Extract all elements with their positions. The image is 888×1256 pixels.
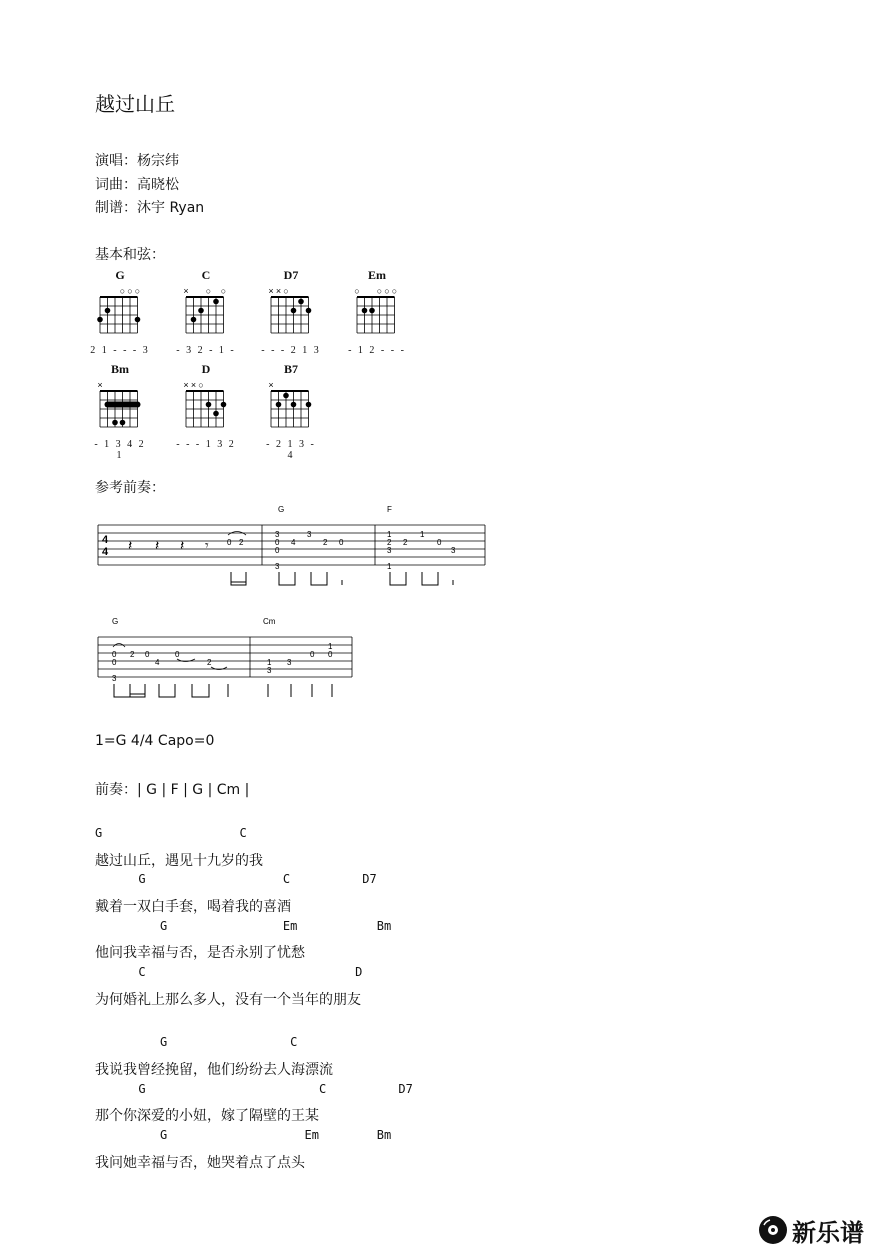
music-disc-icon <box>758 1215 788 1245</box>
tab-chord-label: F <box>387 505 392 514</box>
svg-text:×: × <box>268 380 274 390</box>
svg-text:3: 3 <box>275 562 280 571</box>
svg-text:3: 3 <box>307 530 312 539</box>
svg-text:1: 1 <box>387 562 392 571</box>
xinyuepu-logo[interactable] <box>758 1212 878 1248</box>
svg-text:○: ○ <box>391 286 398 296</box>
chord-name: Bm <box>111 362 129 376</box>
chord-fingering: - - - 2 1 3 <box>261 345 321 356</box>
svg-text:0: 0 <box>328 650 333 659</box>
lyric-line: 那个你深爱的小妞，嫁了隔壁的王某 <box>95 1108 319 1124</box>
svg-text:0: 0 <box>310 650 315 659</box>
svg-text:○: ○ <box>376 286 383 296</box>
svg-text:3: 3 <box>387 546 392 555</box>
svg-text:1: 1 <box>267 658 272 667</box>
chord-name: C <box>201 268 211 282</box>
svg-text:1: 1 <box>420 530 425 539</box>
chord-grid <box>176 377 236 435</box>
svg-text:×: × <box>97 380 103 390</box>
svg-text:4: 4 <box>155 658 160 667</box>
chord-name: D7 <box>283 268 299 282</box>
chord-fingering: - 1 2 - - - <box>348 345 406 356</box>
svg-text:0: 0 <box>339 538 344 547</box>
chord-fingering: 2 1 - - - 3 <box>90 345 150 356</box>
rhythm-stems <box>231 572 453 585</box>
svg-text:2: 2 <box>207 658 212 667</box>
lyric-line: 我问她幸福与否，她哭着点了点头 <box>95 1155 305 1171</box>
svg-text:𝄽: 𝄽 <box>128 537 133 553</box>
svg-text:1: 1 <box>387 530 392 539</box>
chord-fingering: - 3 2 - 1 - <box>176 345 236 356</box>
chord-grid <box>90 377 150 435</box>
lyric-line: 为何婚礼上那么多人，没有一个当年的朋友 <box>95 992 361 1008</box>
chord-name: D <box>201 362 211 376</box>
credit-singer: 演唱：杨宗纬 <box>95 153 179 169</box>
chord-name: Em <box>368 268 386 282</box>
chord-line: G C D7 <box>95 872 377 886</box>
svg-text:○: ○ <box>127 286 133 296</box>
svg-text:2: 2 <box>130 650 135 659</box>
credit-transcriber: 制谱：沐宇 Ryan <box>95 200 205 216</box>
intro-reference-label: 参考前奏： <box>95 480 165 496</box>
svg-text:○: ○ <box>205 286 212 296</box>
chord-line: G Em Bm <box>95 919 392 933</box>
lyric-line: 越过山丘，遇见十九岁的我 <box>95 853 263 869</box>
svg-text:0: 0 <box>175 650 180 659</box>
chord-fingering: - - - 1 3 2 <box>176 439 236 450</box>
chord-diagram-c <box>176 268 236 356</box>
time-signature-top: 4 <box>102 534 109 546</box>
svg-text:3: 3 <box>112 674 117 683</box>
svg-text:4: 4 <box>291 538 296 547</box>
svg-text:○: ○ <box>134 286 141 296</box>
lyric-line: 我说我曾经挽留，他们纷纷去人海漂流 <box>95 1062 333 1078</box>
chord-diagram-d <box>176 362 236 450</box>
chord-line: G Em Bm <box>95 1128 392 1142</box>
svg-text:1: 1 <box>328 642 333 651</box>
tab-chord-label: G <box>278 505 285 514</box>
chord-line: C D <box>95 965 363 979</box>
svg-text:𝄽: 𝄽 <box>180 537 185 553</box>
chord-fingering: - 2 1 3 - 4 <box>266 439 316 461</box>
chord-grid <box>261 283 321 341</box>
svg-text:𝄾: 𝄾 <box>205 537 209 553</box>
tab-staff-row-2 <box>95 612 360 707</box>
svg-text:2: 2 <box>323 538 328 547</box>
song-title: 越过山丘 <box>95 92 175 116</box>
svg-text:0: 0 <box>112 650 117 659</box>
chord-fingering: - 1 3 4 2 1 <box>94 439 146 461</box>
svg-text:0: 0 <box>275 546 280 555</box>
svg-text:○: ○ <box>354 286 360 296</box>
svg-text:○: ○ <box>220 286 227 296</box>
svg-text:2: 2 <box>239 538 244 547</box>
svg-text:○: ○ <box>283 286 289 296</box>
tab-staff-row-1 <box>95 500 495 595</box>
credit-composer: 词曲：高晓松 <box>95 177 179 193</box>
svg-text:3: 3 <box>267 666 272 675</box>
chord-grid <box>347 283 407 341</box>
svg-text:○: ○ <box>384 286 390 296</box>
svg-text:○: ○ <box>198 380 204 390</box>
chord-diagram-d7 <box>261 268 321 356</box>
tab-chord-label: G <box>112 617 119 626</box>
chord-line: G C <box>95 1035 298 1049</box>
svg-text:×: × <box>183 380 189 390</box>
chord-line: G C D7 <box>95 1082 413 1096</box>
svg-text:×: × <box>275 286 282 296</box>
svg-text:3: 3 <box>287 658 292 667</box>
svg-text:0: 0 <box>145 650 150 659</box>
lyric-line: 他问我幸福与否，是否永别了忧愁 <box>95 945 305 961</box>
chord-diagram-g <box>90 268 150 356</box>
lyric-line: 戴着一双白手套，喝着我的喜酒 <box>95 899 291 915</box>
svg-text:×: × <box>190 380 197 390</box>
basic-chords-label: 基本和弦： <box>95 247 165 263</box>
chord-name: G <box>115 268 125 282</box>
chord-grid <box>176 283 236 341</box>
chord-diagram-bm <box>90 362 150 461</box>
chord-line: G C <box>95 826 247 840</box>
rhythm-stems <box>114 684 332 697</box>
chord-name: B7 <box>283 362 298 376</box>
chord-grid <box>90 283 150 341</box>
svg-text:0: 0 <box>437 538 442 547</box>
svg-text:3: 3 <box>275 530 280 539</box>
tab-chord-label: Cm <box>263 617 276 626</box>
svg-text:0: 0 <box>275 538 280 547</box>
svg-text:○: ○ <box>119 286 126 296</box>
chord-diagram-b7 <box>261 362 321 461</box>
svg-text:×: × <box>268 286 274 296</box>
svg-text:0: 0 <box>227 538 232 547</box>
logo-text: 新乐谱 <box>792 1218 864 1247</box>
svg-text:2: 2 <box>387 538 392 547</box>
svg-text:3: 3 <box>451 546 456 555</box>
svg-text:2: 2 <box>403 538 408 547</box>
key-signature-info: 1=G 4/4 Capo=0 <box>95 733 215 749</box>
svg-text:×: × <box>183 286 189 296</box>
chord-grid <box>261 377 321 435</box>
time-signature-bottom: 4 <box>102 546 109 558</box>
svg-text:0: 0 <box>112 658 117 667</box>
chord-diagram-em <box>347 268 407 356</box>
svg-text:𝄽: 𝄽 <box>155 537 160 553</box>
intro-chords-line: 前奏：| G | F | G | Cm | <box>95 782 250 798</box>
rests <box>128 537 209 553</box>
